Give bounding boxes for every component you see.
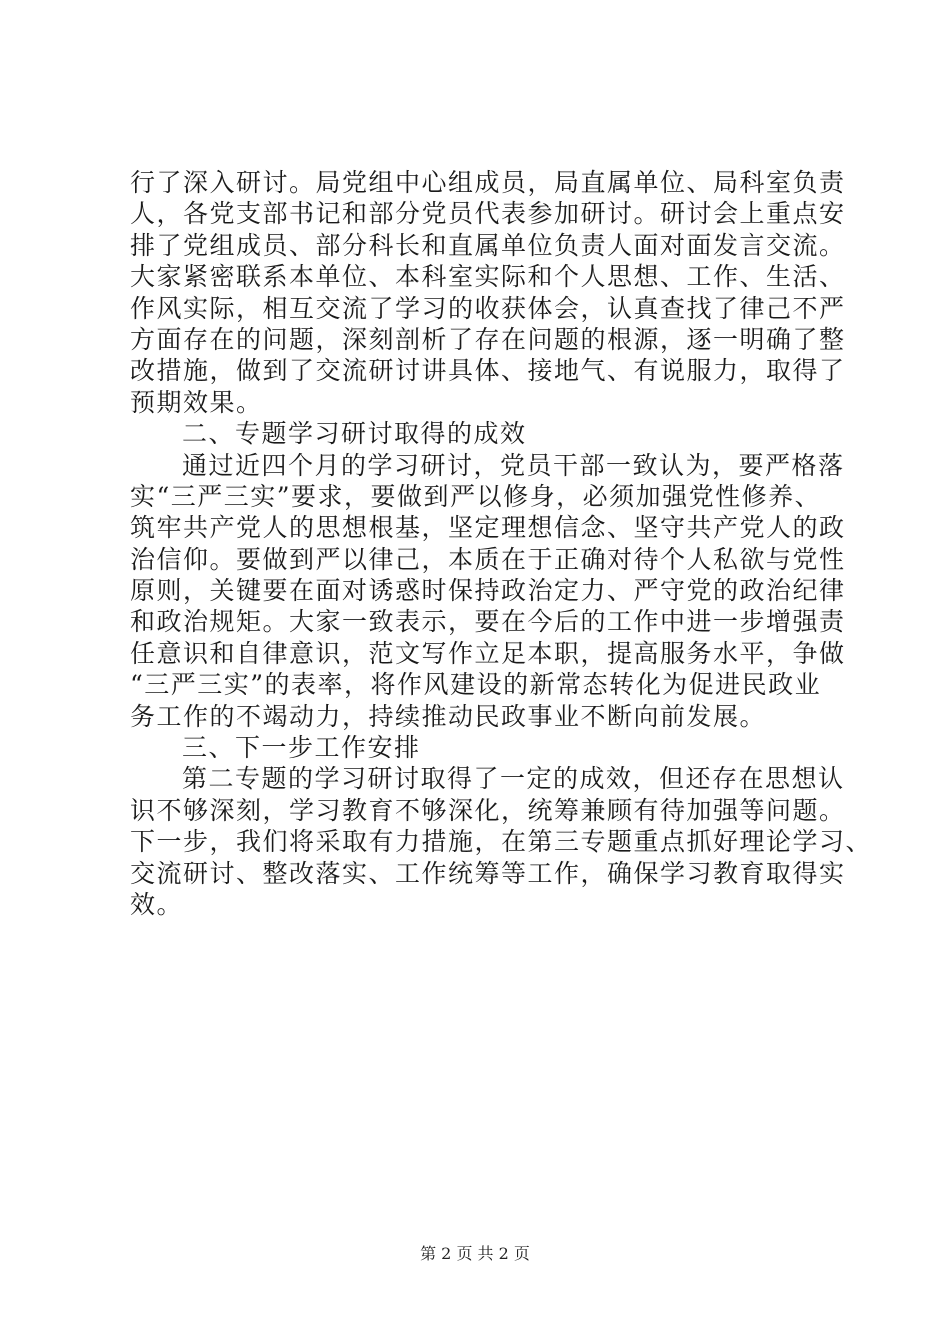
text-line: 行了深入研讨。局党组中心组成员，局直属单位、局科室负责 bbox=[130, 168, 846, 197]
text-line: 效。 bbox=[130, 889, 184, 919]
text-line: 实“三严三实”要求，要做到严以修身，必须加强党性修养、 bbox=[130, 481, 822, 511]
text-line: 原则，关键要在面对诱惑时保持政治定力、严守党的政治纪律 bbox=[130, 576, 846, 606]
document-body bbox=[130, 168, 873, 921]
text-line: “三严三实”的表率，将作风建设的新常态转化为促进民政业 bbox=[130, 670, 822, 700]
text-line: 方面存在的问题，深刻剖析了存在问题的根源，逐一明确了整 bbox=[130, 324, 846, 354]
text-line: 排了党组成员、部分科长和直属单位负责人面对面发言交流。 bbox=[130, 230, 846, 260]
text-line: 交流研讨、整改落实、工作统筹等工作，确保学习教育取得实 bbox=[130, 858, 846, 888]
text-line: 筑牢共产党人的思想根基，坚定理想信念、坚守共产党人的政 bbox=[130, 513, 846, 543]
text-line: 作风实际，相互交流了学习的收获体会，认真查找了律己不严 bbox=[130, 293, 846, 323]
text-line: 预期效果。 bbox=[130, 387, 263, 417]
page-number-footer: 第 2 页 共 2 页 bbox=[420, 1244, 530, 1263]
text-line: 大家紧密联系本单位、本科室实际和个人思想、工作、生活、 bbox=[130, 262, 846, 292]
text-line: 任意识和自律意识，范文写作立足本职，提高服务水平，争做 bbox=[130, 638, 846, 668]
text-line: 第二专题的学习研讨取得了一定的成效，但还存在思想认 bbox=[182, 764, 845, 794]
text-line: 和政治规矩。大家一致表示，要在今后的工作中进一步增强责 bbox=[130, 607, 846, 637]
text-line: 改措施，做到了交流研讨讲具体、接地气、有说服力，取得了 bbox=[130, 356, 846, 386]
text-line: 识不够深刻，学习教育不够深化，统筹兼顾有待加强等问题。 bbox=[130, 795, 846, 825]
text-line: 人，各党支部书记和部分党员代表参加研讨。研讨会上重点安 bbox=[130, 199, 846, 229]
section-heading-3: 三、下一步工作安排 bbox=[182, 733, 421, 763]
section-heading-2: 二、专题学习研讨取得的成效 bbox=[182, 419, 527, 449]
text-line: 治信仰。要做到严以律己，本质在于正确对待个人私欲与党性 bbox=[130, 544, 846, 574]
text-line: 下一步，我们将采取有力措施，在第三专题重点抓好理论学习、 bbox=[130, 827, 873, 857]
text-line: 务工作的不竭动力，持续推动民政事业不断向前发展。 bbox=[130, 701, 767, 731]
text-line: 通过近四个月的学习研讨，党员干部一致认为，要严格落 bbox=[182, 450, 845, 480]
